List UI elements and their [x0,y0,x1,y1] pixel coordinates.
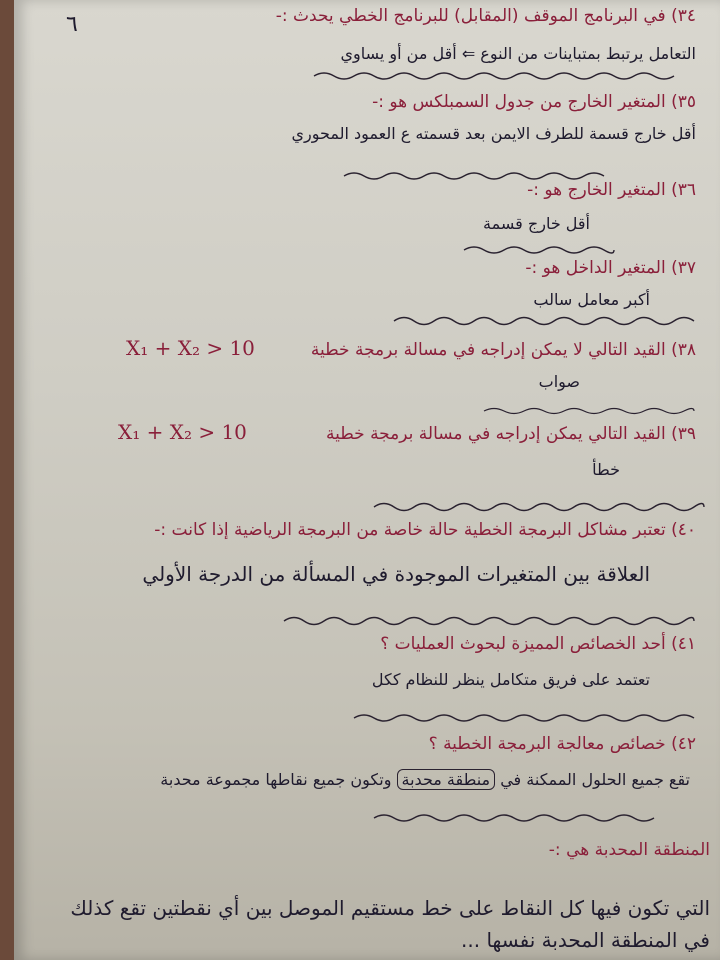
answer-37: أكبر معامل سالب [533,290,650,309]
answer-40: العلاقة بين المتغيرات الموجودة في المسألة من الدرجة الأولي [142,562,650,586]
divider-wave [464,244,614,256]
answer-42-part1: تقع جميع الحلول الممكنة في [500,770,690,789]
answer-36: أقل خارج قسمة [483,214,590,233]
formula-38: X₁ + X₂ > 10 [126,336,255,360]
question-40: ٤٠) تعتبر مشاكل البرمجة الخطية حالة خاصة من البرمجة الرياضية إذا كانت :- [154,520,696,540]
definition-line-2: في المنطقة المحدبة نفسها ... [461,928,710,952]
answer-35: أقل خارج قسمة للطرف الايمن بعد قسمته ع العمود المحوري [291,124,696,143]
question-38: ٣٨) القيد التالي لا يمكن إدراجه في مسالة برمجة خطية [310,340,696,360]
question-39: ٣٩) القيد التالي يمكن إدراجه في مسالة برمجة خطية [325,424,696,444]
divider-wave [394,314,694,328]
divider-wave [354,712,694,724]
question-41: ٤١) أحد الخصائص المميزة لبحوث العمليات ؟ [380,634,696,654]
divider-wave [484,406,694,416]
definition-line-1: التي تكون فيها كل النقاط على خط مستقيم الموصل بين أي نقطتين تقع كذلك [70,896,710,920]
divider-wave [374,500,704,514]
divider-wave [374,812,654,824]
question-35: ٣٥) المتغير الخارج من جدول السمبلكس هو :- [372,92,696,112]
page-number: ٦ [66,12,78,37]
divider-wave [284,614,694,628]
answer-34: التعامل يرتبط بمتباينات من النوع ⇐ أقل من أو يساوي [340,44,696,63]
answer-42-part2: وتكون جميع نقاطها مجموعة محدبة [160,770,392,789]
answer-39: خطأ [592,460,620,479]
divider-wave [314,70,674,82]
notebook-page [14,0,720,960]
answer-42 [30,770,690,789]
definition-title: المنطقة المحدبة هي :- [548,840,710,860]
question-37: ٣٧) المتغير الداخل هو :- [525,258,696,278]
question-36: ٣٦) المتغير الخارج هو :- [527,180,696,200]
highlighted-term: منطقة محدبة [397,769,496,790]
answer-38: صواب [538,372,580,391]
answer-41: تعتمد على فريق متكامل ينظر للنظام ككل [371,670,650,689]
question-42: ٤٢) خصائص معالجة البرمجة الخطية ؟ [428,734,696,754]
question-34: ٣٤) في البرنامج الموقف (المقابل) للبرنامج الخطي يحدث :- [275,6,696,26]
formula-39: X₁ + X₂ > 10 [118,420,247,444]
